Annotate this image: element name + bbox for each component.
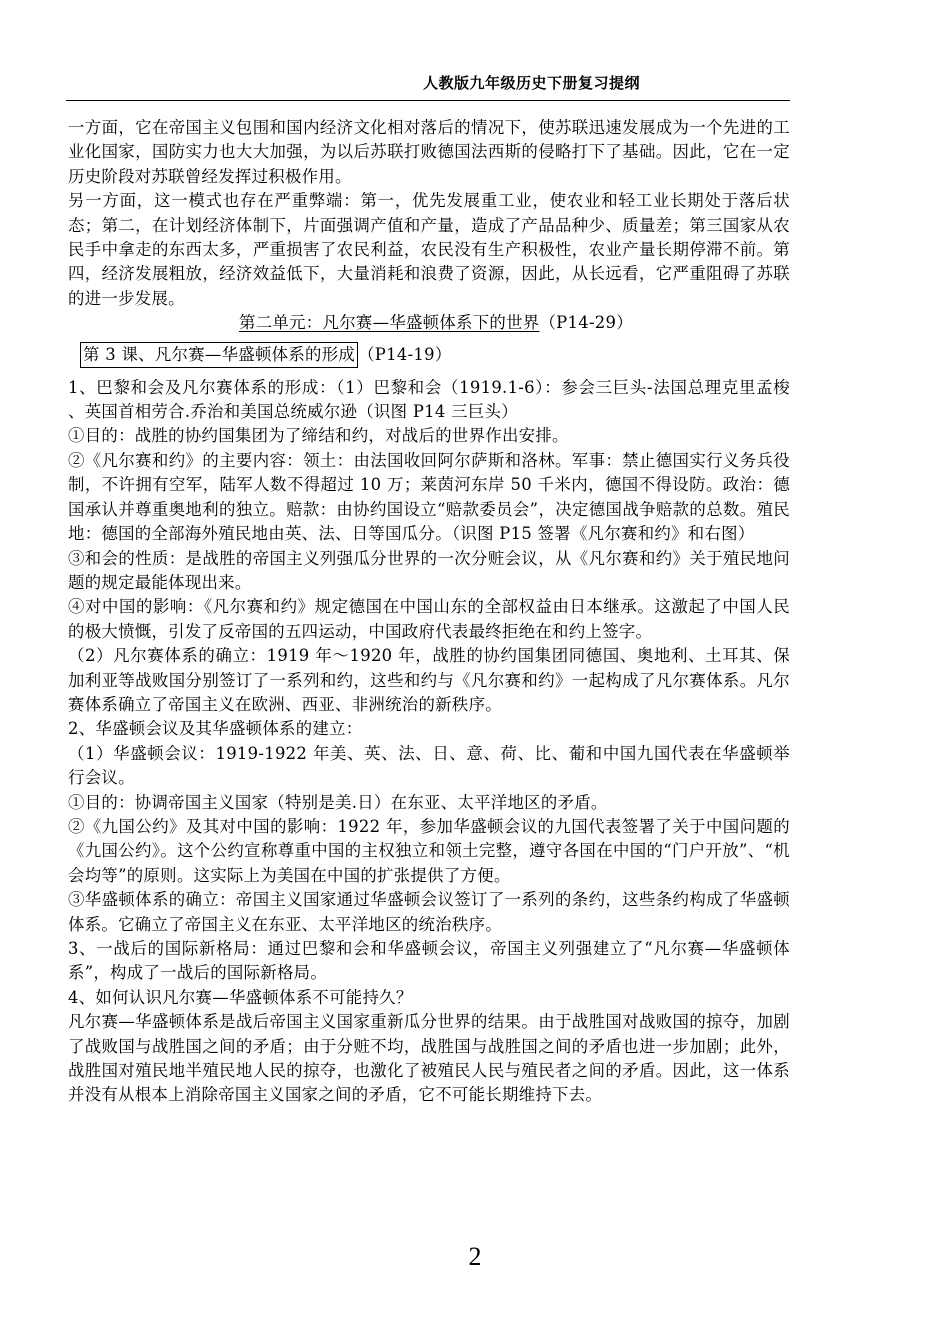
paragraph: 一方面，它在帝国主义包围和国内经济文化相对落后的情况下，使苏联迅速发展成为一个先进的工业化国家，国防实力也大大加强，为以后苏联打败德国法西斯的侵略打下了基础。因此，它在一定历史阶段对苏联曾经发挥过积极作用。: [68, 118, 790, 186]
lesson-heading: [68, 342, 790, 368]
page-number: 2: [468, 1242, 482, 1271]
paragraph: ②《九国公约》及其对中国的影响：1922 年，参加华盛顿会议的九国代表签署了关于中国问题的《九国公约》。这个公约宣称尊重中国的主权独立和领土完整，遵守各国在中国的“门户开放”、“机会均等”的原则。这实际上为美国在中国的扩张提供了方便。: [68, 816, 790, 885]
paragraph: ②《凡尔赛和约》的主要内容：领土：由法国收回阿尔萨斯和洛林。军事：禁止德国实行义务兵役制，不许拥有空军，陆军人数不得超过 10 万；莱茵河东岸 50 千米内，德国不得设防。政治：德国承认并尊重奥地利的独立。赔款：由协约国设立“赔款委员会”，决定德国战争赔款的总数。殖民地：德国的全部海外殖民地由英、法、日等国瓜分。（识图 P15 签署《凡尔赛和约》和右图）: [68, 450, 790, 544]
paragraph: 3、一战后的国际新格局：通过巴黎和会和华盛顿会议，帝国主义列强建立了“凡尔赛—华盛顿体系”，构成了一战后的国际新格局。: [68, 939, 790, 983]
paragraph: 2、华盛顿会议及其华盛顿体系的建立：: [68, 719, 363, 739]
paragraph: ①目的：战胜的协约国集团为了缔结和约，对战后的世界作出安排。: [68, 426, 569, 446]
paragraph: ①目的：协调帝国主义国家（特别是美.日）在东亚、太平洋地区的矛盾。: [68, 792, 608, 812]
unit-heading: [68, 311, 790, 335]
paragraph: （2）凡尔赛体系的确立：1919 年～1920 年，战胜的协约国集团同德国、奥地利、土耳其、保加利亚等战败国分别签订了一系列和约，这些和约与《凡尔赛和约》一起构成了凡尔赛体系。凡尔赛体系确立了帝国主义在欧洲、西亚、非洲统治的新秩序。: [68, 646, 790, 714]
paragraph: ③和会的性质：是战胜的帝国主义列强瓜分世界的一次分赃会议，从《凡尔赛和约》关于殖民地问题的规定最能体现出来。: [68, 548, 790, 592]
paragraph: ④对中国的影响：《凡尔赛和约》规定德国在中国山东的全部权益由日本继承。这激起了中国人民的极大愤慨，引发了反帝国的五四运动，中国政府代表最终拒绝在和约上签字。: [68, 597, 790, 641]
paragraph: 另一方面，这一模式也存在严重弊端：第一，优先发展重工业，使农业和轻工业长期处于落后状态；第二，在计划经济体制下，片面强调产值和产量，造成了产品品种少、质量差；第三国家从农民手中拿走的东西太多，严重损害了农民利益，农民没有生产积极性，农业产量长期停滞不前。第四，经济发展粗放，经济效益低下，大量消耗和浪费了资源，因此，从长远看，它严重阻碍了苏联的进一步发展。: [68, 191, 790, 308]
paragraph: ③华盛顿体系的确立：帝国主义国家通过华盛顿会议签订了一系列的条约，这些条约构成了华盛顿体系。它确立了帝国主义在东亚、太平洋地区的统治秩序。: [68, 890, 790, 934]
unit-pages: （P14-29）: [539, 313, 633, 333]
paragraph: 4、如何认识凡尔赛—华盛顿体系不可能持久？: [68, 987, 413, 1007]
unit-title: 第二单元：凡尔赛—华盛顿体系下的世界: [239, 313, 540, 333]
lesson-pages: （P14-19）: [358, 344, 452, 364]
page-header: [66, 70, 790, 101]
document-body: [68, 116, 790, 1108]
header-title: 人教版九年级历史下册复习提纲: [422, 74, 640, 92]
paragraph: 1、巴黎和会及凡尔赛体系的形成：（1）巴黎和会（1919.1-6）：参会三巨头-法国总理克里孟梭 、英国首相劳合.乔治和美国总统威尔逊（识图 P14 三巨头）: [68, 377, 790, 422]
lesson-title: 第 3 课、凡尔赛—华盛顿体系的形成: [80, 342, 358, 368]
paragraph: （1）华盛顿会议：1919-1922 年美、英、法、日、意、荷、比、葡和中国九国代表在华盛顿举行会议。: [68, 743, 790, 788]
paragraph: 凡尔赛—华盛顿体系是战后帝国主义国家重新瓜分世界的结果。由于战胜国对战败国的掠夺，加剧了战败国与战胜国之间的矛盾；由于分赃不均，战胜国与战胜国之间的矛盾也进一步加剧；此外，战胜国对殖民地半殖民地人民的掠夺，也激化了被殖民人民与殖民者之间的矛盾。因此，这一体系并没有从根本上消除帝国主义国家之间的矛盾，它不可能长期维持下去。: [68, 1012, 790, 1105]
